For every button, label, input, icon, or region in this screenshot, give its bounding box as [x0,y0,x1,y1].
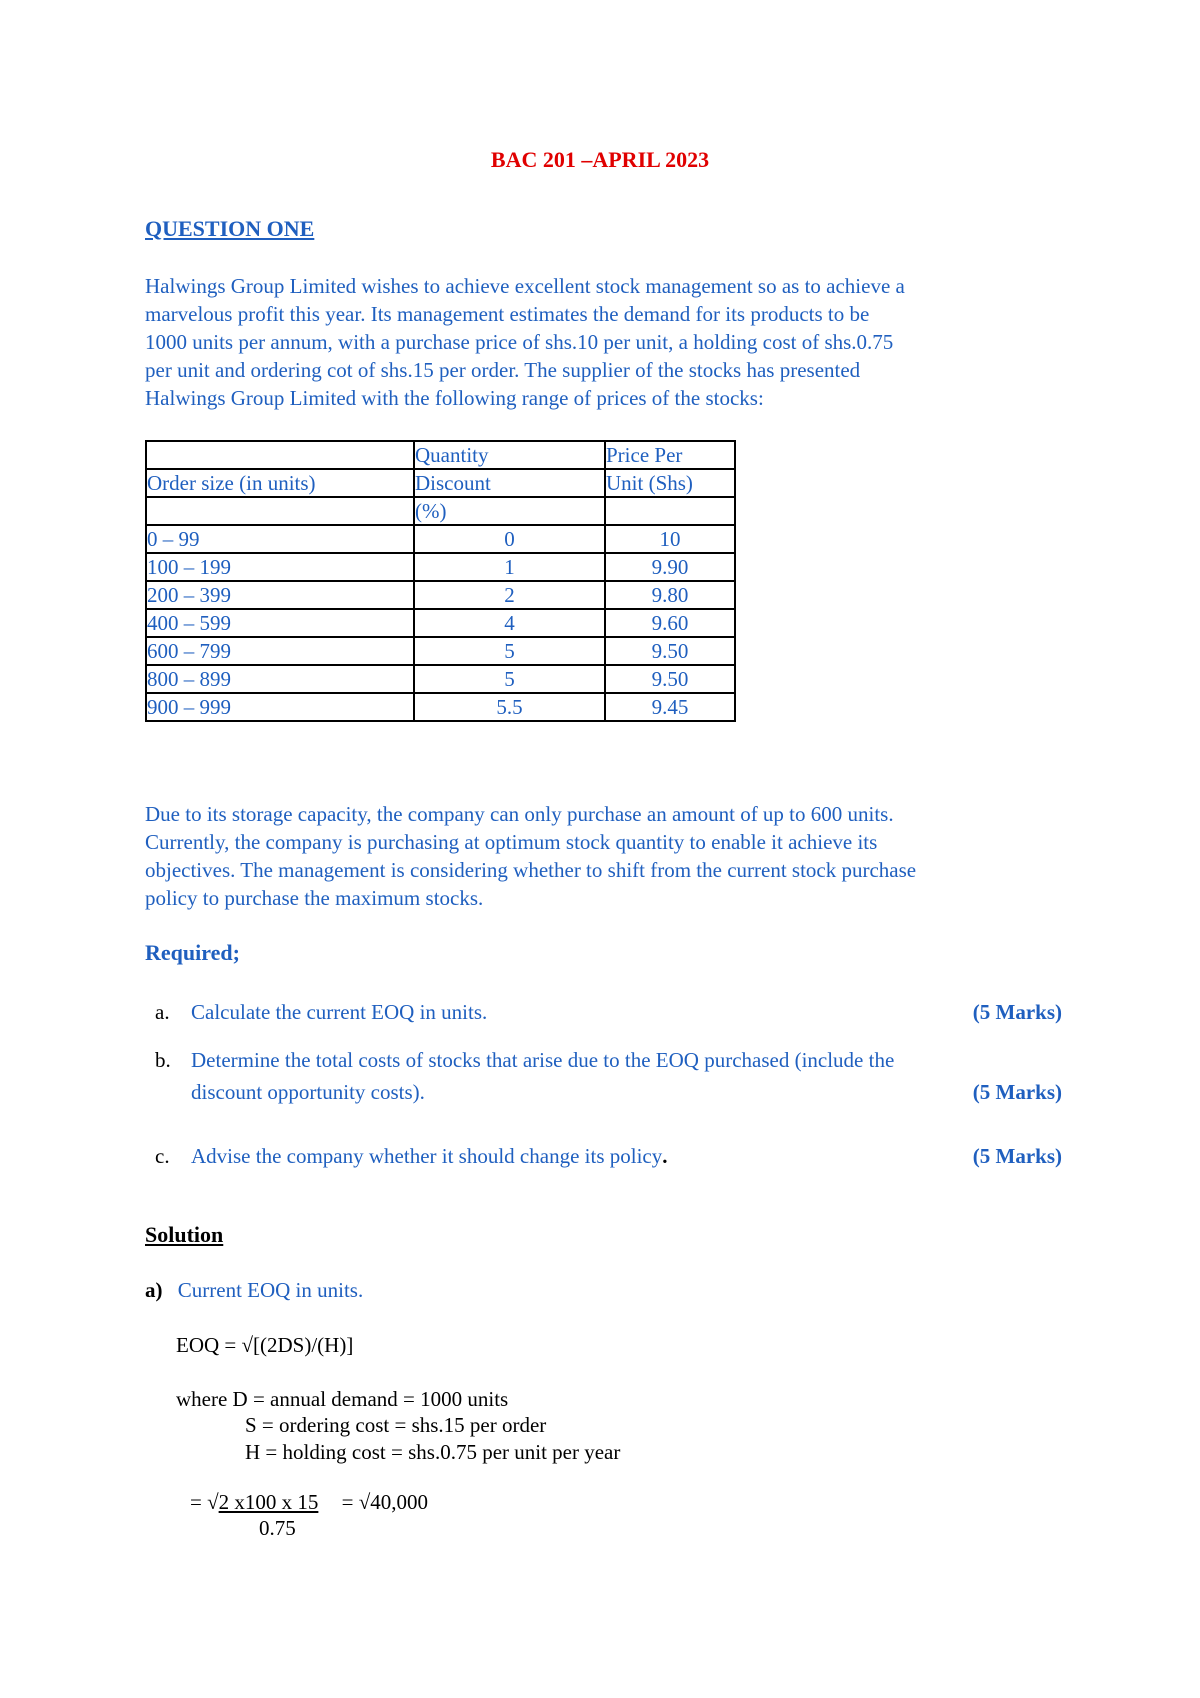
cell-range: 400 – 599 [146,609,414,637]
header-quantity: Quantity [414,441,605,469]
where-d: where D = annual demand = 1000 units [176,1387,509,1411]
item-marks: (5 Marks) [972,1000,1062,1024]
item-text: Calculate the current EOQ in units. [191,1000,488,1024]
cell-range: 600 – 799 [146,637,414,665]
where-h: H = holding cost = shs.0.75 per unit per year [245,1440,621,1464]
item-text: discount opportunity costs). [191,1080,425,1104]
header-order-size: Order size (in units) [146,469,414,497]
cell-discount: 4 [414,609,605,637]
table-row [146,693,735,721]
eoq-formula: EOQ = √[(2DS)/(H)] [176,1333,354,1357]
cell-price: 9.90 [605,553,735,581]
header-unit-shs: Unit (Shs) [605,469,735,497]
solution-heading: Solution [145,1222,224,1247]
item-period: . [662,1144,668,1168]
table-header-row [146,497,735,525]
table-row [146,637,735,665]
cell-discount: 5.5 [414,693,605,721]
header-percent: (%) [414,497,605,525]
intro-line: 1000 units per annum, with a purchase price of shs.10 per unit, a holding cost of shs.0.75 [145,330,894,354]
item-marks: (5 Marks) [972,1144,1062,1168]
context-line: Due to its storage capacity, the company can only purchase an amount of up to 600 units. [145,802,894,826]
intro-paragraph [145,272,1028,412]
cell-range: 900 – 999 [146,693,414,721]
table-header-row [146,441,735,469]
context-line: policy to purchase the maximum stocks. [145,886,484,910]
intro-line: Halwings Group Limited with the following range of prices of the stocks: [145,386,764,410]
table-row [146,665,735,693]
cell-discount: 0 [414,525,605,553]
cell-range: 200 – 399 [146,581,414,609]
context-paragraph [145,800,1060,912]
solution-a-text: Current EOQ in units. [177,1278,364,1302]
calc-result: = √40,000 [341,1490,428,1514]
document-title: BAC 201 –APRIL 2023 [490,147,710,172]
context-line: Currently, the company is purchasing at optimum stock quantity to enable it achieve its [145,830,878,854]
item-label: a. [155,1000,170,1024]
item-label: b. [155,1048,171,1072]
required-label: Required; [145,940,240,965]
cell-discount: 5 [414,637,605,665]
calc-numerator: 2 x100 x 15 [218,1490,319,1514]
item-text: Advise the company whether it should change its policy [191,1144,663,1168]
cell-price: 10 [605,525,735,553]
calc-denominator: 0.75 [259,1516,296,1540]
table-header-row [146,469,735,497]
cell-price: 9.45 [605,693,735,721]
calc-prefix: = √ [190,1490,219,1514]
intro-line: per unit and ordering cot of shs.15 per order. The supplier of the stocks has presented [145,358,861,382]
cell-price: 9.50 [605,665,735,693]
discount-table [145,440,736,722]
cell-discount: 1 [414,553,605,581]
cell-price: 9.80 [605,581,735,609]
where-s: S = ordering cost = shs.15 per order [245,1413,547,1437]
cell-discount: 5 [414,665,605,693]
cell-price: 9.60 [605,609,735,637]
question-heading: QUESTION ONE [145,216,315,241]
cell-range: 100 – 199 [146,553,414,581]
eoq-calculation [190,1490,428,1515]
cell-price: 9.50 [605,637,735,665]
intro-line: marvelous profit this year. Its management estimates the demand for its products to be [145,302,870,326]
header-discount: Discount [414,469,605,497]
table-row [146,525,735,553]
table-row [146,581,735,609]
intro-line: Halwings Group Limited wishes to achieve excellent stock management so as to achieve a [145,274,905,298]
cell-range: 800 – 899 [146,665,414,693]
item-text-wrap [191,1140,667,1172]
context-line: objectives. The management is considering whether to shift from the current stock purchase [145,858,917,882]
table-row [146,553,735,581]
table-row [146,609,735,637]
cell-range: 0 – 99 [146,525,414,553]
solution-a-label: a) [145,1278,163,1302]
item-marks: (5 Marks) [972,1080,1062,1104]
item-label: c. [155,1144,170,1168]
header-price-per: Price Per [605,441,735,469]
cell-discount: 2 [414,581,605,609]
item-text: Determine the total costs of stocks that arise due to the EOQ purchased (include the [191,1048,895,1072]
solution-a-heading [145,1278,363,1303]
